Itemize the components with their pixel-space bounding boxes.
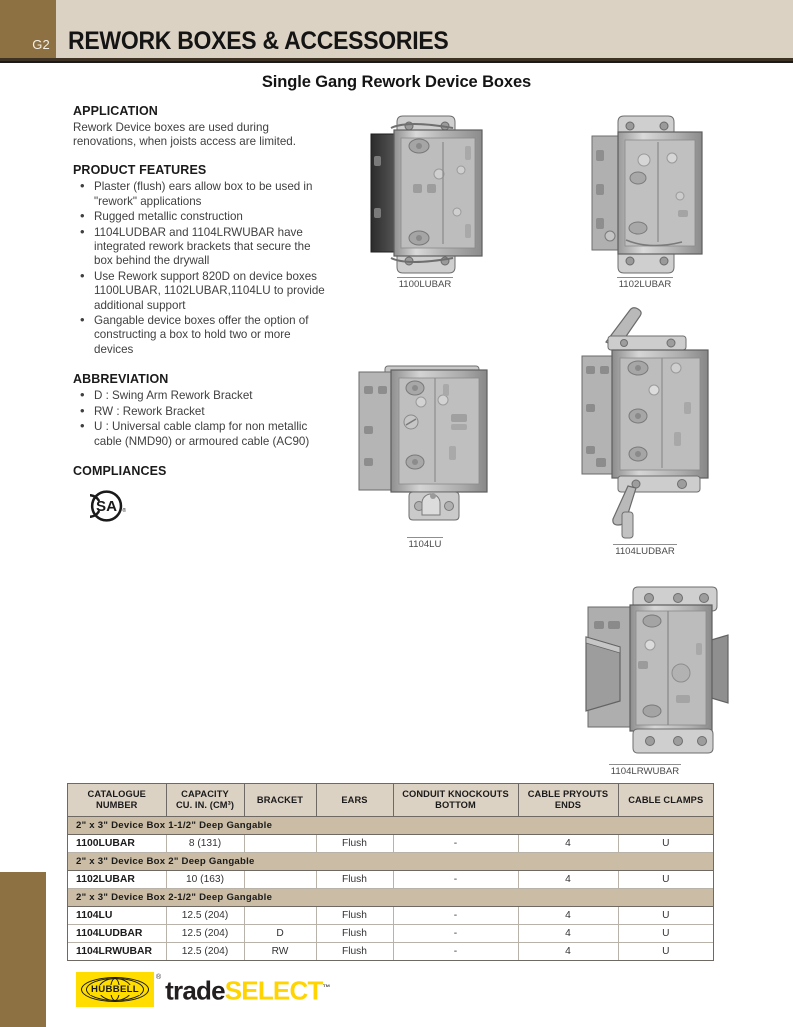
cell-pryouts: 4 (518, 835, 618, 853)
product-figure-4 (565, 306, 725, 558)
application-heading: APPLICATION (73, 104, 158, 118)
page-header (0, 0, 793, 63)
list-item: • RW : Rework Bracket (73, 405, 325, 419)
group-label: 2" x 3" Device Box 1-1/2" Deep Gangable (68, 817, 713, 835)
trademark-symbol: ™ (322, 983, 330, 993)
csa-logo-icon (90, 488, 126, 524)
cell-bracket (244, 907, 316, 925)
list-item: • U : Universal cable clamp for non metallic cable (NMD90) or armoured cable (AC90) (73, 420, 325, 449)
cell-clamps: U (618, 925, 713, 943)
tradeselect-wordmark (165, 974, 330, 1005)
svg-text:®: ® (122, 507, 126, 514)
product-caption: 1104LUDBAR (615, 546, 675, 557)
cell-ears: Flush (316, 907, 393, 925)
page-subtitle: Single Gang Rework Device Boxes (261, 73, 532, 91)
cell-capacity: 10 (163) (166, 871, 244, 889)
device-box-photo-1104lu (351, 362, 499, 537)
cell-knockouts: - (393, 943, 518, 961)
device-box-photo-1102lubar (580, 112, 710, 277)
table-row (68, 871, 713, 889)
product-features-list (73, 180, 325, 357)
abbreviation-list (73, 389, 325, 449)
cell-ears: Flush (316, 925, 393, 943)
product-features-heading: PRODUCT FEATURES (73, 163, 207, 178)
table-row (68, 925, 713, 943)
cell-pryouts: 4 (518, 907, 618, 925)
footer-branding (76, 972, 330, 1007)
column-header-ears: EARS (316, 784, 393, 817)
list-item: • D : Swing Arm Rework Bracket (73, 389, 325, 403)
cell-catalogue: 1104LU (68, 907, 166, 925)
group-label: 2" x 3" Device Box 2-1/2" Deep Gangable (68, 889, 713, 907)
cell-knockouts: - (393, 835, 518, 853)
table-header-row (68, 784, 713, 817)
page-tag-tab (0, 0, 56, 58)
table-head (68, 784, 713, 817)
svg-text:SA: SA (96, 497, 118, 515)
product-figure-2 (575, 112, 715, 297)
cell-capacity: 12.5 (204) (166, 907, 244, 925)
column-header-catalogue: CATALOGUE NUMBER (68, 784, 166, 817)
cell-capacity: 12.5 (204) (166, 943, 244, 961)
header-rule-black (0, 61, 793, 63)
hubbell-wordmark: HUBBELL (91, 983, 139, 995)
device-box-photo-1104ludbar (566, 306, 724, 544)
table-row (68, 943, 713, 961)
cell-ears: Flush (316, 871, 393, 889)
cell-knockouts: - (393, 925, 518, 943)
product-caption: 1102LUBAR (618, 279, 672, 290)
compliance-marks (90, 488, 325, 524)
compliances-heading: COMPLIANCES (73, 463, 167, 478)
page-tag-label: G2 (32, 37, 50, 52)
table-body (68, 817, 713, 961)
cell-bracket: RW (244, 943, 316, 961)
cell-clamps: U (662, 946, 670, 957)
cell-ears: Flush (316, 835, 393, 853)
list-item: • 1104LUDBAR and 1104LRWUBAR have integrated rework brackets that secure the box behind the drywall (73, 226, 325, 269)
product-caption: 1104LU (408, 539, 442, 550)
cell-bracket (244, 835, 316, 853)
cell-knockouts: - (393, 871, 518, 889)
device-box-photo-1104lrwubar (550, 585, 740, 765)
wordmark-trade: trade (165, 975, 225, 1006)
spec-table (68, 784, 713, 960)
registered-mark: ® (156, 974, 162, 981)
cell-catalogue: 1100LUBAR (68, 835, 166, 853)
column-header-capacity: CAPACITY CU. IN. (CM³) (166, 784, 244, 817)
cell-pryouts: 4 (518, 943, 618, 961)
column-header-conduit-knockouts: CONDUIT KNOCKOUTS BOTTOM (393, 784, 518, 817)
column-header-cable-clamps: CABLE CLAMPS (618, 784, 713, 817)
column-header-bracket: BRACKET (244, 784, 316, 817)
cell-catalogue: 1104LRWUBAR (68, 943, 166, 961)
page-title: REWORK BOXES & ACCESSORIES (68, 27, 449, 55)
product-figure-5 (545, 585, 745, 780)
cell-capacity: 8 (131) (166, 835, 244, 853)
column-header-cable-pryouts: CABLE PRYOUTS ENDS (518, 784, 618, 817)
cell-catalogue: 1104LUDBAR (68, 925, 166, 943)
group-header-row (68, 853, 713, 871)
list-item: • Rugged metallic construction (73, 210, 325, 224)
cell-pryouts: 4 (518, 871, 618, 889)
list-item: • Use Rework support 820D on device boxes 1100LUBAR, 1102LUBAR,1104LU to provide additional support (73, 270, 325, 313)
table-row (68, 907, 713, 925)
group-label: 2" x 3" Device Box 2" Deep Gangable (68, 853, 713, 871)
cell-capacity: 12.5 (204) (166, 925, 244, 943)
product-figure-1 (355, 112, 495, 297)
cell-ears: Flush (316, 943, 393, 961)
product-figure-3 (350, 362, 500, 558)
device-box-photo-1100lubar (361, 112, 489, 277)
cell-bracket: D (244, 925, 316, 943)
group-header-row (68, 817, 713, 835)
abbreviation-heading: ABBREVIATION (73, 372, 169, 387)
table-row (68, 835, 713, 853)
product-caption: 1100LUBAR (398, 279, 452, 290)
wordmark-select: SELECT (224, 975, 323, 1006)
cell-clamps: U (618, 871, 713, 889)
cell-clamps: U (618, 835, 713, 853)
application-text: Rework Device boxes are used during renovations, when joists access are limited. (73, 121, 296, 149)
specification-table (67, 783, 714, 961)
cell-pryouts: 4 (518, 925, 618, 943)
list-item: • Plaster (flush) ears allow box to be used in "rework" applications (73, 180, 325, 209)
product-caption: 1104LRWUBAR (610, 766, 680, 777)
left-edge-strip (0, 872, 46, 1027)
hubbell-globe-icon (81, 977, 149, 1002)
list-item: • Gangable device boxes offer the option of constructing a box to hold two or more devices (73, 314, 325, 357)
hubbell-logo (76, 972, 154, 1007)
cell-knockouts: - (393, 907, 518, 925)
cell-bracket (244, 871, 316, 889)
cell-catalogue: 1102LUBAR (68, 871, 166, 889)
cell-clamps: U (618, 907, 713, 925)
left-text-column (73, 104, 325, 524)
group-header-row (68, 889, 713, 907)
